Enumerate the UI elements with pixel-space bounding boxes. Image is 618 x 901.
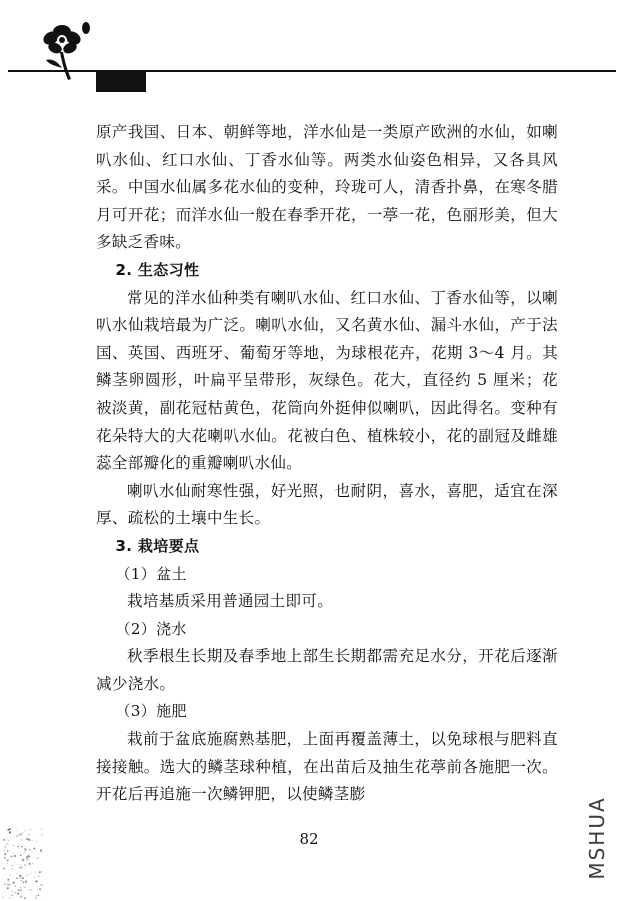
- watermark-text: MSHUA: [585, 796, 609, 880]
- section-heading-ecology: 2. 生态习性: [115, 260, 200, 279]
- subheading-watering: （2）浇水: [115, 619, 187, 638]
- paragraph-species: 常见的洋水仙种类有喇叭水仙、红口水仙、丁香水仙等，以喇叭水仙栽培最为广泛。喇叭水仙，又名黄水仙、漏斗水仙，产于法国、英国、西班牙、葡萄牙等地，为球根花卉，花期 3～4 月。其鳞茎卵圆形，叶扁平呈带形，灰绿色。花大，直径约 5 厘米；花被淡黄，副花冠枯黄色，花筒向外挺伸似喇叭，因此得名。变种有花朵特大的大花喇叭水仙。花被白色、植株较小，花的副冠及雌雄蕊全部瓣化的重瓣喇叭水仙。: [96, 288, 558, 473]
- section-heading-cultivation: 3. 栽培要点: [115, 536, 200, 555]
- page-number: 82: [299, 830, 319, 848]
- paragraph-fertilizing: 栽前于盆底施腐熟基肥，上面再覆盖薄土，以免球根与肥料直接接触。选大的鳞茎球种植，在出苗后及抽生花葶前各施肥一次。开花后再追施一次鳞钾肥，以使鳞茎膨: [96, 730, 558, 804]
- subheading-fertilizing: （3）施肥: [115, 702, 187, 721]
- header-block: [96, 72, 146, 92]
- body-text: [96, 119, 558, 809]
- scan-noise-decoration: [0, 826, 46, 901]
- paragraph-soil: 栽培基质采用普通园土即可。: [127, 592, 334, 611]
- paragraph-continued: 原产我国、日本、朝鲜等地，洋水仙是一类原产欧洲的水仙，如喇叭水仙、红口水仙、丁香水仙等。两类水仙姿色相异，又各具风采。中国水仙属多花水仙的变种，玲珑可人，清香扑鼻，在寒冬腊月可开花；而洋水仙一般在春季开花，一葶一花，色丽形美，但大多缺乏香味。: [96, 123, 558, 252]
- paragraph-habits: 喇叭水仙耐寒性强，好光照，也耐阴，喜水，喜肥，适宜在深厚、疏松的土壤中生长。: [96, 481, 558, 528]
- paragraph-watering: 秋季根生长期及春季地上部生长期都需充足水分，开花后逐渐减少浇水。: [96, 647, 558, 693]
- watermark: [586, 782, 608, 892]
- subheading-soil: （1）盆土: [115, 564, 187, 583]
